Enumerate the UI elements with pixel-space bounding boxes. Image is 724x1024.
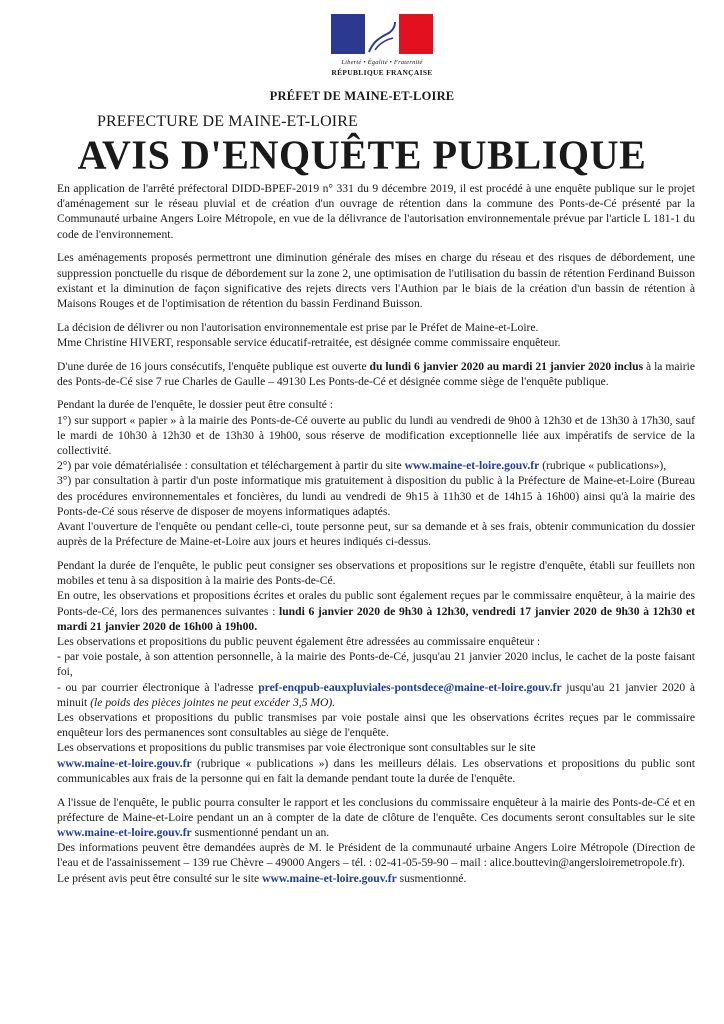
- consultation-intro: Pendant la durée de l'enquête, le dossier peut être consulté :: [57, 398, 334, 412]
- prefet-heading: PRÉFET DE MAINE-ET-LOIRE: [269, 89, 455, 103]
- cloture-rapport: [57, 795, 695, 841]
- consultation-rubrique: (rubrique « publications»),: [539, 459, 667, 473]
- commissaire-text: Mme Christine HIVERT, responsable service éducatif-retraitée, est désignée comme commissaire enquêteur.: [57, 335, 561, 349]
- consultation-papier: 1°) sur support « papier » à la mairie des Ponts-de-Cé ouverte au public du lundi au vendredi de 9h00 à 12h30 et de 13h30 à 17h30, sauf le mardi de 10h30 à 12h30 et de 13h30 à 19h00, sous réserve de modification exceptionnelle liée aux impératifs de service de la collectivité.: [57, 413, 695, 458]
- consultation-poste: 3°) par consultation à partir d'un poste informatique mis gratuitement à disposition du public à la Préfecture de Maine-et-Loire (Bureau des procédures environnementales et foncières, du lundi au vendredi de 9h15 à 11h30 et de 14h15 à 16h00) ainsi qu'à la mairie des Ponts-de-Cé sous réserve de disposer de moyens informatiques adaptés.: [57, 474, 695, 518]
- duree-lieu: à la mairie des Ponts-de-Cé sise 7 rue Charles de Gaulle – 49130 Les Ponts-de-Cé et désignée comme siège de l'enquête publique.: [57, 359, 695, 388]
- page-title: AVIS D'ENQUÊTE PUBLIQUE: [77, 131, 647, 178]
- electronique-text: - ou par courrier électronique à l'adresse: [57, 680, 259, 694]
- duree-dates: du lundi 6 janvier 2020 au mardi 21 janvier 2020 inclus: [369, 359, 644, 373]
- observations-site-text: (rubrique « publications ») dans les meilleurs délais. Les observations et propositions du public sont communicables aux frais de la personne qui en fait la demande pendant toute la durée de l'enquête.: [57, 756, 695, 785]
- cloture-text: A l'issue de l'enquête, le public pourra consulter le rapport et les conclusions du commissaire enquêteur à la mairie des Ponts-de-Cé et en préfecture de Maine-et-Loire pendant un an à compter de la date de clôture de l'enquête. Ces documents seront consultables sur le site: [57, 795, 695, 824]
- consultation-dematerialisee-text: 2°) par voie dématérialisée : consultation et téléchargement à partir du site: [57, 459, 405, 473]
- observations-adressees: Les observations et propositions du public peuvent également être adressées au commissaire enquêteur :: [57, 634, 541, 648]
- avis-suffix: susmentionné.: [396, 871, 467, 885]
- observations-permanences: [57, 588, 695, 634]
- paragraph-cloture: [57, 795, 695, 886]
- cloture-informations: Des informations peuvent être demandées auprès de M. le Président de la communauté urbaine Angers Loire Métropole (Direction de l'eau et de l'assainissement – 139 rue Chèvre – 49000 Angers – tél. : 02-41-05-59-90 – mail : alice.bouttevin@angersloiremetropole.fr).: [57, 841, 695, 870]
- avis-text: Le présent avis peut être consulté sur le site: [57, 871, 263, 885]
- permanences-text: En outre, les observations et propositions écrites et orales du public sont également reçues par le commissaire enquêteur, à la mairie des Ponts-de-Cé, lors des permanences suivantes :: [57, 589, 695, 618]
- prefecture-website-link[interactable]: www.maine-et-loire.gouv.fr: [404, 459, 540, 473]
- observations-postales-consultables: Les observations et propositions du public transmises par voie postale ainsi que les observations écrites reçues par le commissaire enquêteur lors des permanences sont consultables au siège de l'enquête.: [57, 711, 695, 740]
- paragraph-consultation: [57, 397, 695, 549]
- paragraph-duree: [57, 359, 695, 389]
- observations-electroniques-consultables: Les observations et propositions du public transmises par voie électronique sont consultables sur le site: [57, 741, 536, 755]
- observations-electronique: [57, 680, 695, 710]
- prefecture-website-link-2[interactable]: www.maine-et-loire.gouv.fr: [57, 756, 192, 770]
- prefecture-heading: PREFECTURE DE MAINE-ET-LOIRE: [97, 113, 358, 130]
- permanences-dates: lundi 6 janvier 2020 de 9h30 à 12h30, vendredi 17 janvier 2020 de 9h30 à 12h30 et mardi 21 janvier 2020 de 16h00 à 19h00.: [57, 604, 695, 633]
- attachment-note: (le poids des pièces jointes ne peut excéder 3,5 MO).: [90, 695, 336, 709]
- marianne-flag-logo: [331, 14, 433, 54]
- cloture-suffix: susmentionné pendant un an.: [191, 825, 330, 839]
- republique-francaise-logo: [331, 14, 433, 77]
- electronique-date: jusqu'au 21 janvier 2020 à minuit: [57, 680, 695, 709]
- observations-site: [57, 756, 695, 786]
- decision-text: La décision de délivrer ou non l'autorisation environnementale est prise par le Préfet de Maine-et-Loire.: [57, 320, 539, 334]
- consultation-communication: Avant l'ouverture de l'enquête ou pendant celle-ci, toute personne peut, sur sa demande et à ses frais, obtenir communication du dossier auprès de la Préfecture de Maine-et-Loire aux jours et heures indiqués ci-dessus.: [57, 520, 695, 549]
- notice-body: [57, 181, 695, 894]
- prefecture-website-link-3[interactable]: www.maine-et-loire.gouv.fr: [57, 825, 192, 839]
- paragraph-intro: En application de l'arrêté préfectoral DIDD-BPEF-2019 n° 331 du 9 décembre 2019, il est procédé à une enquête publique sur le projet d'aménagement sur le réseau pluvial et de création d'un ouvrage de rétention dans la commune des Ponts-de-Cé présenté par la Communauté urbaine Angers Loire Métropole, en vue de la délivrance de l'autorisation environnementale prévue par l'article L 181-1 du code de l'environnement.: [57, 182, 695, 241]
- republic-motto: Liberté • Égalité • Fraternité: [341, 59, 423, 66]
- duree-text: D'une durée de 16 jours consécutifs, l'enquête publique est ouverte: [57, 359, 370, 373]
- observations-registre: Pendant la durée de l'enquête, le public peut consigner ses observations et propositions sur le registre d'enquête, établi sur feuillets non mobiles et tenu à sa disposition à la mairie des Ponts-de-Cé.: [57, 558, 695, 588]
- consultation-dematerialisee: [57, 458, 695, 473]
- email-link[interactable]: pref-enqpub-eauxpluviales-pontsdece@maine-et-loire.gouv.fr: [258, 680, 562, 694]
- paragraph-observations: [57, 558, 695, 786]
- prefecture-website-link-4[interactable]: www.maine-et-loire.gouv.fr: [262, 871, 397, 885]
- cloture-avis: [57, 871, 695, 886]
- paragraph-amenagements: Les aménagements proposés permettront une diminution générale des mises en charge du réseau et des risques de débordement, une suppression ponctuelle du risque de débordement sur la zone 2, une optimisation de l'utilisation du bassin de rétention Ferdinand Buisson existant et la diminution de façon significative des rejets directs vers l'Authion par le biais de la création d'un bassin de rétention à Maisons Rouges et de l'optimisation de rétention du bassin Ferdinand Buisson.: [57, 251, 695, 310]
- observations-postale: - par voie postale, à son attention personnelle, à la mairie des Ponts-de-Cé, jusqu'au 21 janvier 2020 inclus, le cachet de la poste faisant foi,: [57, 650, 695, 679]
- paragraph-decision: [57, 320, 695, 350]
- republic-name: RÉPUBLIQUE FRANÇAISE: [331, 68, 433, 77]
